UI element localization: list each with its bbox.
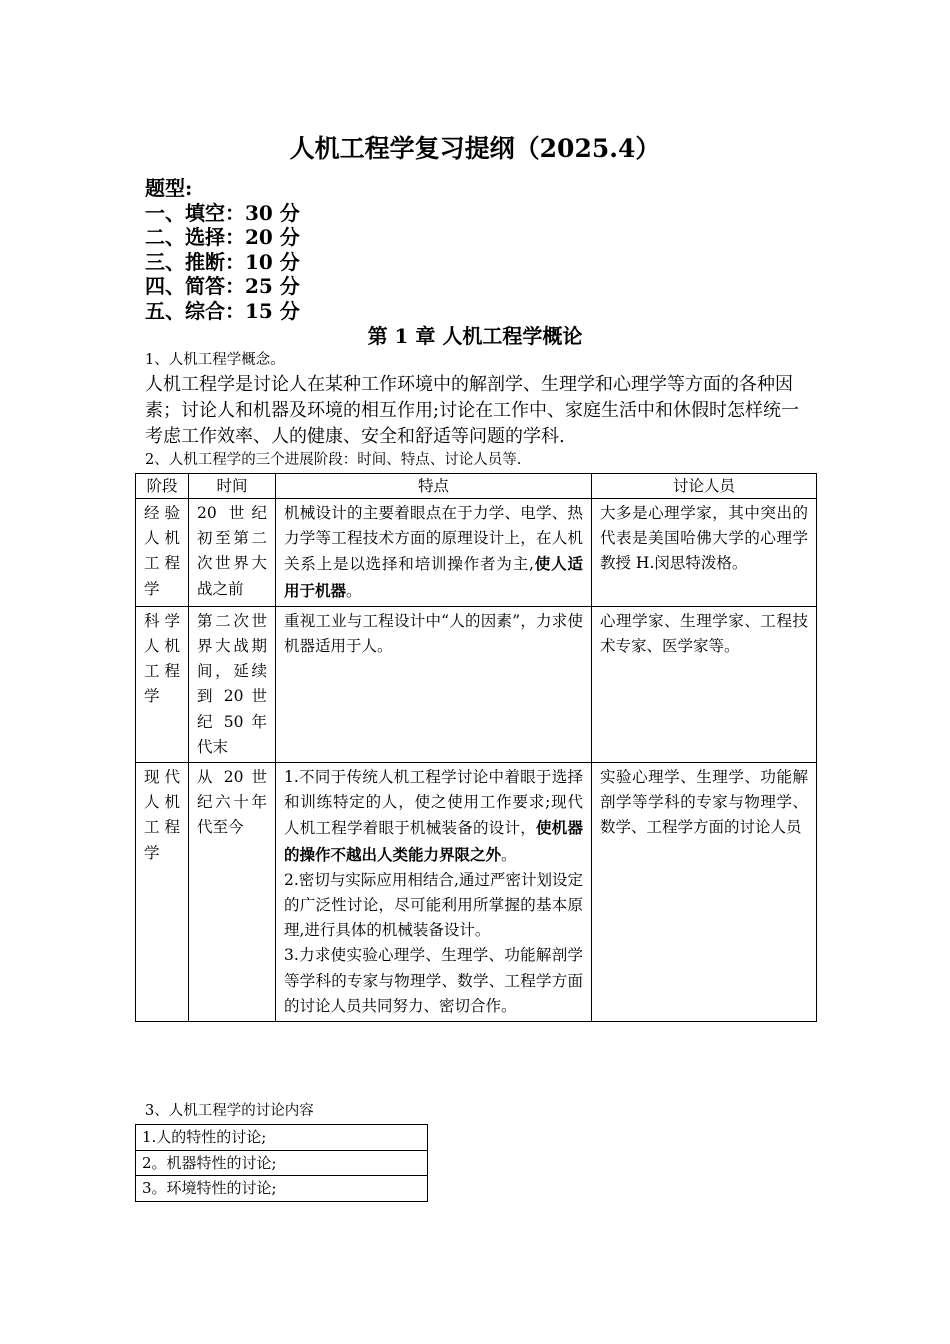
question-type-item: 三、推断：10 分 (145, 249, 300, 274)
header-time: 时间 (189, 474, 276, 499)
list-item: 1.人的特性的讨论; (136, 1125, 428, 1151)
feature-emphasis: 使人适用于机器 (284, 554, 583, 600)
question-type-item: 一、填空：30 分 (145, 200, 300, 225)
chapter-title: 第 1 章 人机工程学概论 (367, 324, 583, 348)
cell-stage: 经验人机工程学 (136, 499, 189, 607)
cell-time: 从 20 世纪六十年代至今 (189, 763, 276, 1022)
question-type-item: 二、选择：20 分 (145, 225, 300, 250)
cell-feature (276, 499, 592, 607)
question-type-item: 五、综合：15 分 (145, 298, 300, 323)
table-row (136, 1176, 428, 1202)
cell-people: 心理学家、生理学家、工程技术专家、医学家等。 (592, 606, 817, 762)
section-heading-content: 3、人机工程学的讨论内容 (145, 1103, 314, 1119)
list-item: 3。环境特性的讨论; (136, 1176, 428, 1202)
cell-stage: 科学人机工程学 (136, 606, 189, 762)
cell-people: 大多是心理学家，其中突出的代表是美国哈佛大学的心理学教授 H.闵思特泼格。 (592, 499, 817, 607)
cell-stage: 现代人机工程学 (136, 763, 189, 1022)
cell-feature: 重视工业与工程设计中“人的因素”，力求使机器适用于人。 (276, 606, 592, 762)
concept-definition: 人机工程学是讨论人在某种工作环境中的解剖学、生理学和心理学等方面的各种因素；讨论人和机器及环境的相互作用;讨论在工作中、家庭生活中和休假时怎样统一考虑工作效率、人的健康、安全和舒适等问题的学科. (145, 374, 800, 447)
research-content-table (135, 1124, 428, 1202)
cell-time: 20 世纪初至第二次世界大战之前 (189, 499, 276, 607)
header-people: 讨论人员 (592, 474, 817, 499)
list-item: 2。机器特性的讨论; (136, 1150, 428, 1176)
feature-emphasis: 使机器的操作不越出人类能力界限之外 (284, 818, 583, 864)
question-types (145, 176, 300, 324)
section-heading-concept: 1、人机工程学概念。 (145, 352, 285, 368)
feature-point-3: 3.力求使实验心理学、生理学、功能解剖学等学科的专家与物理学、数学、工程学方面的讨论人员共同努力、密切合作。 (284, 946, 583, 1015)
feature-point-1 (284, 765, 583, 868)
header-stage: 阶段 (136, 474, 189, 499)
table-row (136, 1150, 428, 1176)
table-row (136, 499, 817, 607)
cell-people: 实验心理学、生理学、功能解剖学等学科的专家与物理学、数学、工程学方面的讨论人员 (592, 763, 817, 1022)
feature-text-end: 。 (346, 581, 362, 600)
table-row (136, 763, 817, 1022)
feature-text-end: 。 (501, 845, 517, 864)
table-header-row (136, 474, 817, 499)
cell-time: 第二次世界大战期间，延续到 20 世纪 50 年代末 (189, 606, 276, 762)
feature-text: 机械设计的主要着眼点在于力学、电学、热力学等工程技术方面的原理设计上，在人机关系上是以选择和培训操作者为主, (284, 504, 583, 574)
feature-text: 1.不同于传统人机工程学讨论中着眼于选择和训练特定的人，使之使用工作要求;现代人机工程学着眼于机械装备的设计， (284, 768, 583, 838)
feature-point-2: 2.密切与实际应用相结合,通过严密计划设定的广泛性讨论，尽可能利用所掌握的基本原理,进行具体的机械装备设计。 (284, 870, 583, 940)
table-row (136, 606, 817, 762)
document-title: 人机工程学复习提纲（2025.4） (289, 134, 661, 163)
question-type-item: 四、简答：25 分 (145, 274, 300, 299)
table-row (136, 1125, 428, 1151)
cell-feature (276, 763, 592, 1022)
header-feature: 特点 (276, 474, 592, 499)
stages-table (135, 473, 817, 1022)
question-types-heading: 题型: (145, 176, 193, 200)
section-heading-stages: 2、人机工程学的三个进展阶段：时间、特点、讨论人员等. (145, 452, 522, 468)
